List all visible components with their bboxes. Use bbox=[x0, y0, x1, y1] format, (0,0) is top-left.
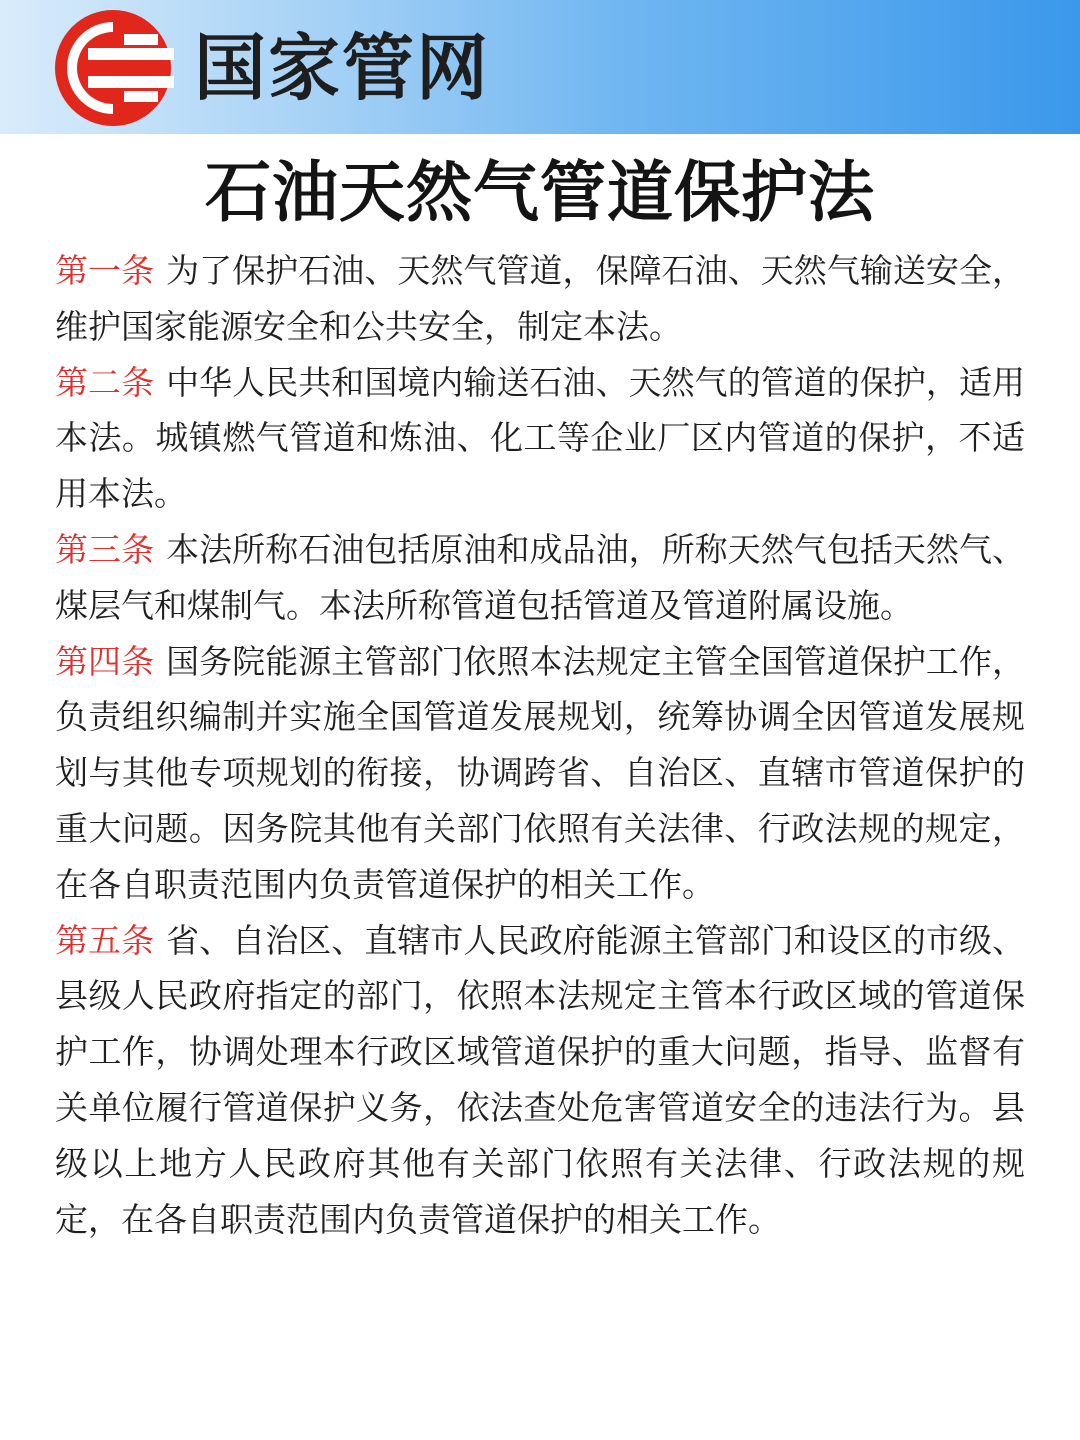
article-5 bbox=[55, 913, 1025, 1248]
header-banner bbox=[0, 0, 1080, 134]
article-label: 第四条 bbox=[55, 641, 155, 681]
article-text: 中华人民共和国境内输送石油、天然气的管道的保护，适用本法。城镇燃气管道和炼油、化工等企业厂区内管道的保护，不适用本法。 bbox=[55, 362, 1026, 514]
article-3 bbox=[55, 522, 1025, 634]
article-1 bbox=[55, 243, 1025, 355]
article-label: 第三条 bbox=[55, 529, 155, 569]
article-text: 为了保护石油、天然气管道，保障石油、天然气输送安全，维护国家能源安全和公共安全，制定本法。 bbox=[55, 251, 1026, 346]
article-list bbox=[55, 243, 1025, 1247]
article-text: 省、自治区、直辖市人民政府能源主管部门和设区的市级、县级人民政府指定的部门，依照本法规定主管本行政区域的管道保护工作，协调处理本行政区域管道保护的重大问题，指导、监督有关单位履行管道保护义务，依法查处危害管道安全的违法行为。县级以上地方人民政府其他有关部门依照有关法律、行政法规的规定，在各自职责范围内负责管道保护的相关工作。 bbox=[55, 920, 1026, 1239]
brand-name: 国家管网 bbox=[194, 26, 491, 110]
article-label: 第五条 bbox=[55, 920, 155, 960]
document-title: 石油天然气管道保护法 bbox=[205, 153, 875, 231]
article-text: 国务院能源主管部门依照本法规定主管全国管道保护工作，负责组织编制并实施全国管道发展规划，统筹协调全因管道发展规划与其他专项规划的衔接，协调跨省、自治区、直辖市管道保护的重大问题。因务院其他有关部门依照有关法律、行政法规的规定，在各自职责范围内负责管道保护的相关工作。 bbox=[55, 641, 1026, 904]
article-label: 第一条 bbox=[55, 251, 155, 290]
pipechina-logo-icon bbox=[52, 8, 174, 128]
article-2 bbox=[55, 355, 1025, 522]
article-4 bbox=[55, 634, 1025, 913]
article-text: 本法所称石油包括原油和成品油，所称天然气包括天然气、煤层气和煤制气。本法所称管道包括管道及管道附属设施。 bbox=[55, 529, 1026, 625]
article-label: 第二条 bbox=[55, 362, 155, 402]
